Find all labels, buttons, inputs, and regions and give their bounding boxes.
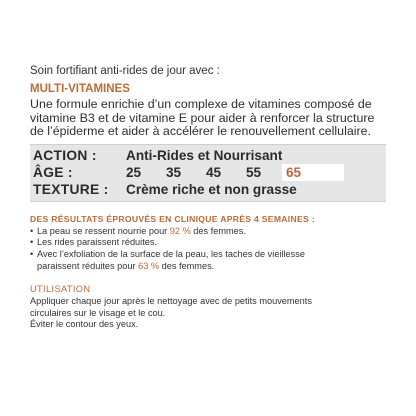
result-percentage: 63 % xyxy=(138,260,160,271)
age-row xyxy=(30,164,386,181)
result-text: paraissent réduites pour xyxy=(37,260,139,271)
bullet: • xyxy=(30,248,34,259)
texture-label: TEXTURE : xyxy=(33,181,109,197)
bullet: • xyxy=(30,237,34,248)
age-value-highlighted: 65 xyxy=(282,164,344,181)
result-text: des femmes. xyxy=(190,225,246,236)
attributes-table xyxy=(30,144,386,202)
usage-text xyxy=(30,296,386,331)
age-value: 35 xyxy=(166,164,182,180)
list-item xyxy=(30,237,386,249)
list-item xyxy=(30,226,386,238)
action-label: ACTION : xyxy=(33,147,97,163)
usage-line: Appliquer chaque jour après le nettoyage avec de petits mouvements xyxy=(30,296,312,307)
results-title: DES RÉSULTATS ÉPROUVÉS EN CLINIQUE APRÈS 4 SEMAINES : xyxy=(30,213,315,224)
age-value: 25 xyxy=(126,164,142,180)
multivitamins-description: Une formule enrichie d’un complexe de vitamines composé de vitamine B3 et de vitamine E pour aider à renforcer la structure de l’épiderme et aider à accélérer le renouvellement cellulaire. xyxy=(30,97,375,139)
list-item xyxy=(30,249,386,272)
bullet: • xyxy=(30,225,34,236)
usage-line: Éviter le contour des yeux. xyxy=(30,319,139,330)
age-value: 45 xyxy=(206,164,222,180)
age-label: ÂGE : xyxy=(33,164,73,180)
action-row xyxy=(30,147,386,164)
age-values xyxy=(126,164,344,181)
product-info xyxy=(30,64,386,331)
intro-text: Soin fortifiant anti-rides de jour avec : xyxy=(30,65,220,77)
texture-value: Crème riche et non grasse xyxy=(126,181,297,197)
texture-row xyxy=(30,181,386,198)
result-text: Les rides paraissent réduites. xyxy=(37,237,158,248)
result-text: des femmes. xyxy=(159,260,215,271)
result-text: Avec l’exfoliation de la surface de la peau, les taches de vieillesse xyxy=(37,248,305,259)
multivitamins-title: MULTI-VITAMINES xyxy=(30,83,130,95)
age-value: 55 xyxy=(246,164,262,180)
result-percentage: 92 % xyxy=(169,225,191,236)
result-text: La peau se ressent nourrie pour xyxy=(37,225,170,236)
usage-line: circulaires sur le visage et le cou. xyxy=(30,307,166,318)
action-value: Anti-Rides et Nourrisant xyxy=(126,147,283,163)
usage-title: UTILISATION xyxy=(30,284,91,295)
results-list xyxy=(30,226,386,272)
